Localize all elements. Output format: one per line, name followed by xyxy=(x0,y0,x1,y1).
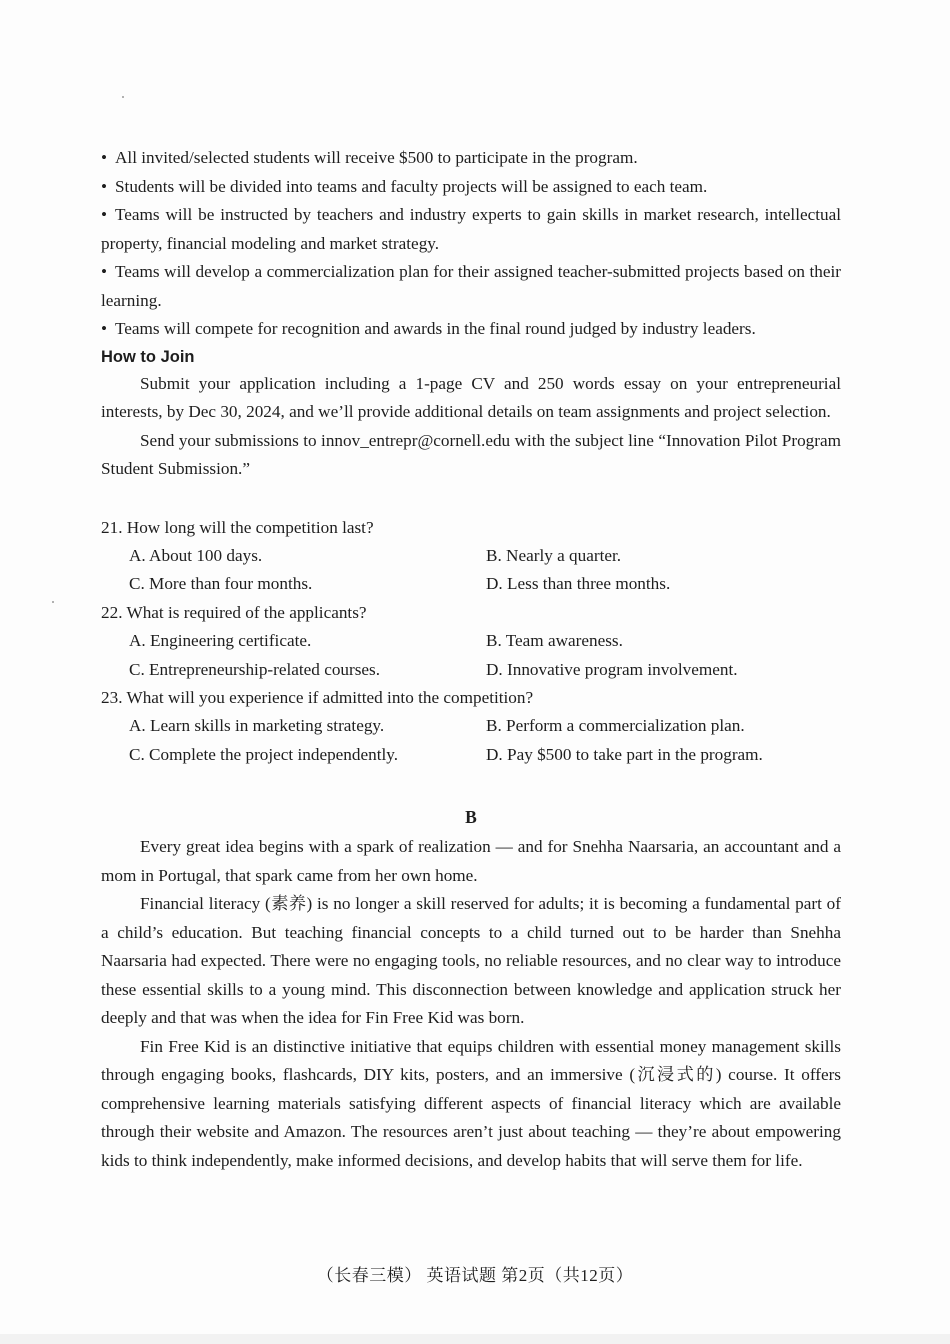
option-b: B. Team awareness. xyxy=(486,631,623,651)
bullet-dot-icon: • xyxy=(101,205,108,224)
bullet-item: • All invited/selected students will receive $500 to participate in the program. xyxy=(101,144,841,173)
passage-paragraph: Financial literacy (素养) is no longer a skill reserved for adults; it is becoming a fundamental part of a child’s education. But teaching financial concepts to a child turned out to be harder than Snehha Naarsaria had expected. There were no engaging tools, no reliable resources, and no clear way to introduce these essential skills to a young mind. This disconnection between knowledge and application struck her deeply and that was when the idea for Fin Free Kid was born. xyxy=(101,894,841,1028)
section-b-label: B xyxy=(465,807,477,828)
option-d: D. Less than three months. xyxy=(486,574,671,594)
bullet-dot-icon: • xyxy=(101,262,108,281)
option-grid xyxy=(101,627,841,684)
option-grid xyxy=(101,542,841,599)
option-d: D. Innovative program involvement. xyxy=(486,659,738,679)
option-d: D. Pay $500 to take part in the program. xyxy=(486,744,763,764)
bullet-item: • Teams will develop a commercialization plan for their assigned teacher-submitted projects based on their learning. xyxy=(101,258,841,315)
scan-speck xyxy=(52,601,54,603)
option-c: C. Complete the project independently. xyxy=(129,744,399,764)
bullet-list xyxy=(101,144,841,344)
passage-paragraph: Every great idea begins with a spark of realization — and for Snehha Naarsaria, an accountant and a mom in Portugal, that spark came from her own home. xyxy=(101,837,841,885)
page-footer: （长春三模） 英语试题 第2页（共12页） xyxy=(316,1266,634,1285)
bullet-item: • Teams will compete for recognition and awards in the final round judged by industry leaders. xyxy=(101,315,841,344)
option-grid xyxy=(101,712,841,769)
option-b: B. Perform a commercialization plan. xyxy=(486,716,745,736)
scan-speck xyxy=(122,96,124,98)
option-a: A. Engineering certificate. xyxy=(129,631,312,651)
bullet-dot-icon: • xyxy=(101,176,108,196)
question-stem: 21. How long will the competition last? xyxy=(101,517,374,537)
how-to-join-paragraph: Submit your application including a 1-page CV and 250 words essay on your entrepreneurial interests, by Dec 30, 2024, and we’ll provide additional details on team assignments and project selection. xyxy=(101,373,841,421)
page-content xyxy=(101,144,841,1175)
scan-bottom-edge xyxy=(0,1334,950,1344)
option-c: C. More than four months. xyxy=(129,574,313,594)
bullet-dot-icon: • xyxy=(101,319,108,338)
bullet-item: • Teams will be instructed by teachers and industry experts to gain skills in market research, intellectual property, financial modeling and market strategy. xyxy=(101,201,841,258)
bullet-item: • Students will be divided into teams and faculty projects will be assigned to each team. xyxy=(101,173,841,202)
option-a: A. Learn skills in marketing strategy. xyxy=(129,716,385,736)
bullet-dot-icon: • xyxy=(101,148,108,167)
question-block xyxy=(101,514,841,770)
option-a: A. About 100 days. xyxy=(129,545,263,565)
question-stem: 23. What will you experience if admitted into the competition? xyxy=(101,687,534,707)
how-to-join-heading: How to Join xyxy=(101,347,195,366)
option-b: B. Nearly a quarter. xyxy=(486,545,622,565)
question-stem: 22. What is required of the applicants? xyxy=(101,602,367,622)
option-c: C. Entrepreneurship-related courses. xyxy=(129,659,381,679)
how-to-join-paragraph: Send your submissions to innov_entrepr@cornell.edu with the subject line “Innovation Pilot Program Student Submission.” xyxy=(101,430,841,478)
passage-paragraph: Fin Free Kid is an distinctive initiative that equips children with essential money management skills through engaging books, flashcards, DIY kits, posters, and an immersive (沉浸式的) course. It offers comprehensive learning materials satisfying different aspects of financial literacy which are available through their website and Amazon. The resources aren’t just about teaching — they’re about empowering kids to think independently, make informed decisions, and develop habits that will serve them for life. xyxy=(101,1036,841,1170)
